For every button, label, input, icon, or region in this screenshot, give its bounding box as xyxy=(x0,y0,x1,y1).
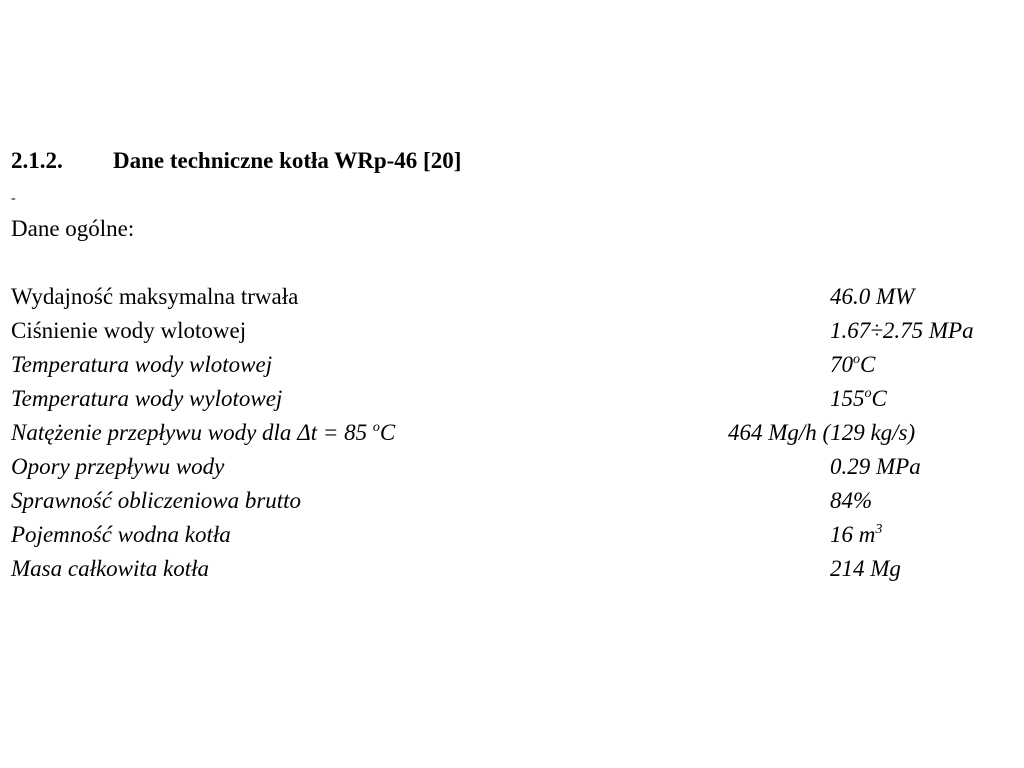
spec-value xyxy=(830,520,882,550)
subheading-general-data: Dane ogólne: xyxy=(11,216,135,241)
spec-label: Opory przepływu wody xyxy=(11,454,225,479)
spec-value: 1.67÷2.75 MPa xyxy=(830,318,974,343)
spec-label: Ciśnienie wody wlotowej xyxy=(11,318,247,343)
spec-value xyxy=(830,384,887,414)
spec-label-unit: C xyxy=(379,420,396,445)
spec-row-flow-resistance xyxy=(11,452,1021,486)
spec-value-unit: C xyxy=(871,386,887,411)
degree-superscript: o xyxy=(372,420,380,435)
spec-value: 464 Mg/h (129 kg/s) xyxy=(728,420,916,445)
spec-value xyxy=(830,350,875,380)
spec-label: Temperatura wody wylotowej xyxy=(11,386,283,411)
spec-label-text: t = 85 xyxy=(310,420,373,445)
spec-list xyxy=(11,282,1021,588)
spec-row-outlet-temperature xyxy=(11,384,1021,418)
section-title: Dane techniczne kotła WRp-46 [20] xyxy=(113,148,462,173)
spec-label-text: Natężenie przepływu wody dla xyxy=(11,420,298,445)
spec-row-inlet-pressure xyxy=(11,316,1021,350)
cubic-superscript: 3 xyxy=(875,522,883,537)
section-heading xyxy=(11,146,461,176)
spec-value-number: 70 xyxy=(830,352,853,377)
spec-label xyxy=(11,418,395,448)
spec-value: 46.0 MW xyxy=(830,284,915,309)
spec-value: 214 Mg xyxy=(830,556,901,581)
spec-value-number: 155 xyxy=(830,386,865,411)
spec-value: 0.29 MPa xyxy=(830,454,921,479)
spec-row-water-capacity xyxy=(11,520,1021,554)
spec-label: Masa całkowita kotła xyxy=(11,556,210,581)
dash-marker: - xyxy=(11,191,16,206)
spec-value: 84% xyxy=(830,488,873,513)
degree-superscript: o xyxy=(853,352,860,367)
section-number: 2.1.2. xyxy=(11,148,63,173)
spec-row-total-mass xyxy=(11,554,1021,588)
spec-value-number: 16 m xyxy=(830,522,876,547)
spec-row-water-flow xyxy=(11,418,1021,452)
spec-label: Pojemność wodna kotła xyxy=(11,522,231,547)
spec-row-inlet-temperature xyxy=(11,350,1021,384)
spec-row-efficiency xyxy=(11,486,1021,520)
spec-label: Temperatura wody wlotowej xyxy=(11,352,273,377)
spec-label: Wydajność maksymalna trwała xyxy=(11,284,299,309)
spec-row-max-output xyxy=(11,282,1021,316)
delta-symbol: Δ xyxy=(297,420,311,445)
degree-superscript: o xyxy=(864,386,872,401)
spec-label: Sprawność obliczeniowa brutto xyxy=(11,488,302,513)
spec-value-unit: C xyxy=(860,352,876,377)
